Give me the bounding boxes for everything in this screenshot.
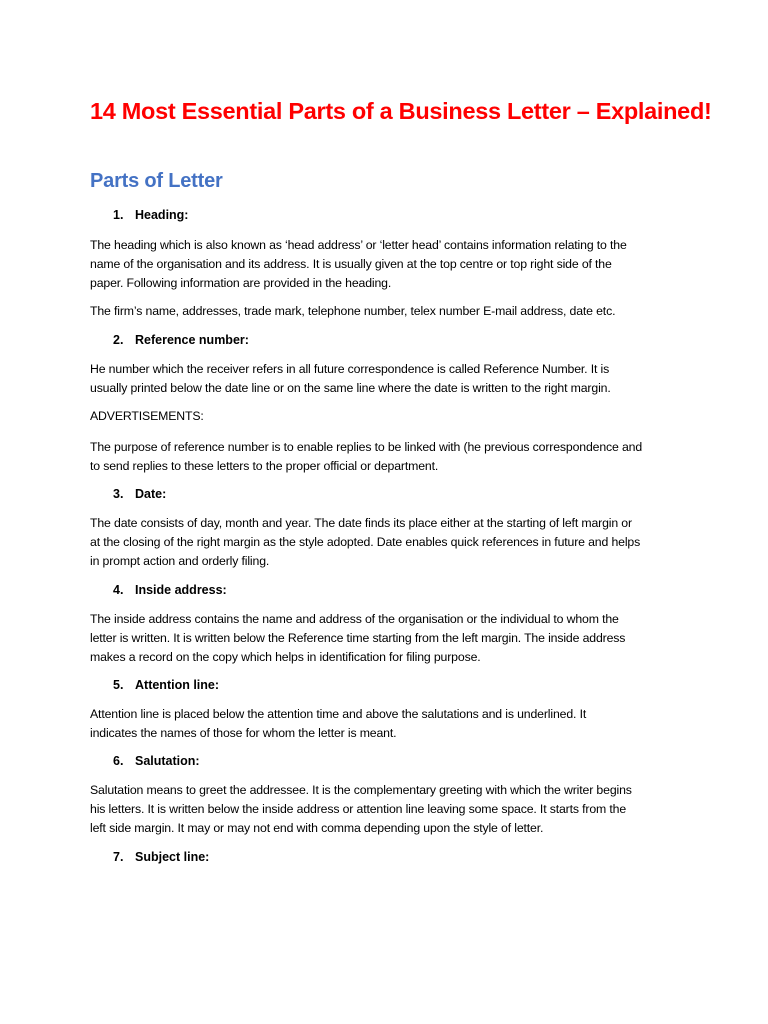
list-item-date	[113, 487, 166, 501]
paragraph-date-description	[90, 514, 688, 572]
list-number: 6.	[113, 754, 124, 768]
list-item-inside-address	[113, 583, 227, 597]
paragraph-attention-line-description	[90, 705, 688, 743]
paragraph-line: indicates the names of those for whom the letter is meant.	[90, 726, 397, 741]
paragraph-heading-contents	[90, 302, 688, 321]
paragraph-salutation-description	[90, 781, 688, 839]
document-title: 14 Most Essential Parts of a Business Letter – Explained!	[90, 98, 712, 124]
list-item-reference-number	[113, 333, 249, 347]
paragraph-line: Salutation means to greet the addressee. It is the complementary greeting with which the writer begins	[90, 783, 632, 797]
paragraph-inside-address-description	[90, 610, 688, 668]
list-label: Salutation:	[135, 754, 200, 768]
list-item-salutation	[113, 754, 200, 768]
list-number: 7.	[113, 850, 124, 864]
paragraph-line: The date consists of day, month and year. The date finds its place either at the starting of left margin or	[90, 516, 632, 530]
list-number: 1.	[113, 208, 124, 222]
list-label: Attention line:	[135, 678, 220, 692]
list-label: Reference number:	[135, 333, 249, 347]
paragraph-line: Attention line is placed below the attention time and above the salutations and is underlined. It	[90, 707, 587, 721]
list-number: 3.	[113, 487, 124, 501]
list-number: 4.	[113, 583, 124, 597]
list-item-subject-line	[113, 850, 209, 864]
section-heading: Parts of Letter	[90, 170, 223, 192]
paragraph-reference-description	[90, 360, 688, 398]
paragraph-line: at the closing of the right margin as the style adopted. Date enables quick references in future and helps	[90, 535, 641, 550]
list-item-attention-line	[113, 678, 219, 692]
paragraph-line: The purpose of reference number is to enable replies to be linked with (he previous correspondence and	[90, 440, 643, 454]
paragraph-reference-purpose	[90, 438, 688, 476]
paragraph-line: ADVERTISEMENTS:	[90, 409, 204, 423]
paragraph-line: usually printed below the date line or on the same line where the date is written to the right margin.	[90, 381, 611, 396]
list-label: Heading:	[135, 208, 189, 222]
paragraph-heading-description	[90, 236, 688, 294]
paragraph-line: letter is written. It is written below the Reference time starting from the left margin. The inside address	[90, 631, 626, 646]
list-number: 5.	[113, 678, 124, 692]
list-label: Date:	[135, 487, 167, 501]
paragraph-line: The firm’s name, addresses, trade mark, telephone number, telex number E-mail address, date etc.	[90, 304, 616, 318]
paragraph-line: The heading which is also known as ‘head address’ or ‘letter head’ contains information relating to the	[90, 238, 627, 252]
list-number: 2.	[113, 333, 124, 347]
paragraph-line: to send replies to these letters to the proper official or department.	[90, 459, 439, 474]
paragraph-line: name of the organisation and its address. It is usually given at the top centre or top right side of the	[90, 257, 612, 272]
paragraph-line: makes a record on the copy which helps in identification for filing purpose.	[90, 650, 481, 665]
paragraph-line: left side margin. It may or may not end with comma depending upon the style of letter.	[90, 821, 544, 836]
paragraph-line: paper. Following information are provided in the heading.	[90, 276, 392, 291]
paragraph-line: The inside address contains the name and address of the organisation or the individual to whom the	[90, 612, 619, 626]
paragraph-line: his letters. It is written below the inside address or attention line leaving some space. It starts from the	[90, 802, 627, 817]
list-label: Inside address:	[135, 583, 227, 597]
list-item-heading	[113, 208, 188, 222]
advertisements-label	[90, 407, 688, 426]
paragraph-line: in prompt action and orderly filing.	[90, 554, 270, 569]
paragraph-line: He number which the receiver refers in all future correspondence is called Reference Number. It is	[90, 362, 610, 376]
list-label: Subject line:	[135, 850, 210, 864]
